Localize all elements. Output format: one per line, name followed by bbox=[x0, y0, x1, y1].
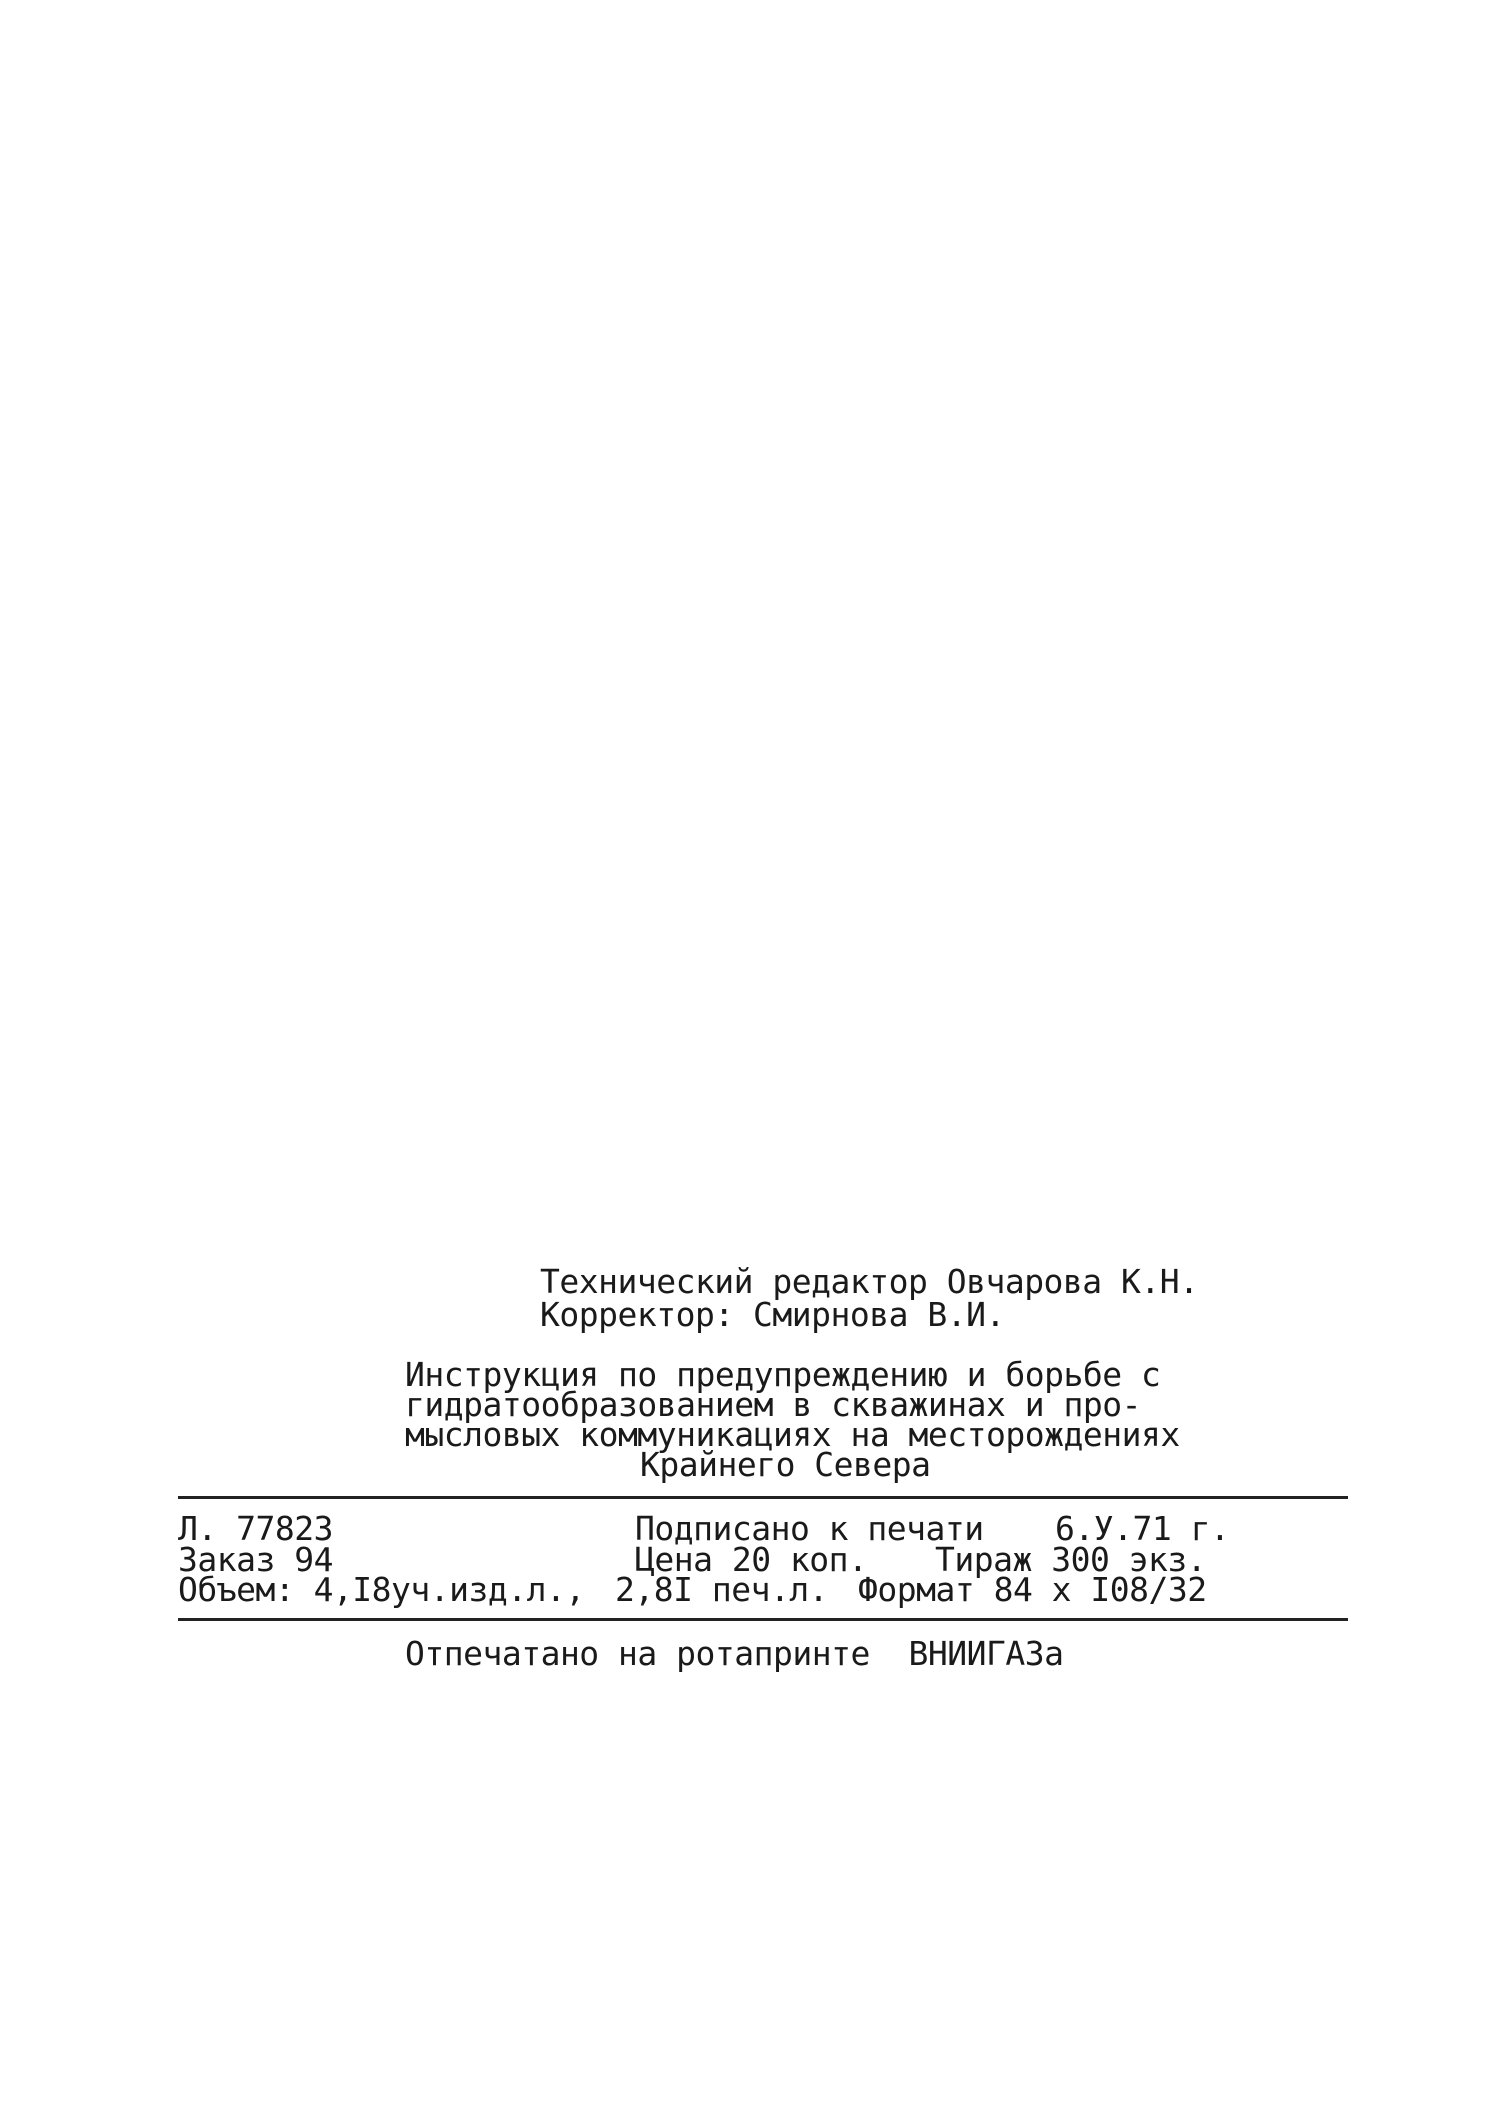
title-line-3: мысловых коммуникациях на месторождениях bbox=[405, 1415, 1180, 1454]
order-number: Заказ 94 bbox=[178, 1540, 333, 1579]
volume: Объем: 4,I8уч.изд.л., bbox=[178, 1570, 585, 1609]
title-line-2: гидратообразованием в скважинах и про- bbox=[405, 1385, 1141, 1424]
tech-editor-line: Технический редактор Овчарова К.Н. bbox=[540, 1262, 1199, 1301]
title-line-1: Инструкция по предупреждению и борьбе с bbox=[405, 1355, 1161, 1394]
printed-sheets: 2,8I печ.л. bbox=[615, 1570, 829, 1609]
title-line-4: Крайнего Севера bbox=[640, 1445, 931, 1484]
corrector-line: Корректор: Смирнова В.И. bbox=[540, 1295, 1005, 1334]
price: Цена 20 коп. bbox=[635, 1540, 868, 1579]
print-run: Тираж 300 экз. bbox=[935, 1540, 1207, 1579]
format: Формат 84 х I08/32 bbox=[858, 1570, 1207, 1609]
signed-date: 6.У.71 г. bbox=[1055, 1509, 1230, 1548]
divider-bottom bbox=[178, 1618, 1348, 1621]
license-number: Л. 77823 bbox=[178, 1509, 333, 1548]
signed-label: Подписано к печати bbox=[635, 1509, 984, 1548]
printed-at: Отпечатано на ротапринте ВНИИГАЗа bbox=[405, 1634, 1064, 1673]
divider-top bbox=[178, 1496, 1348, 1499]
